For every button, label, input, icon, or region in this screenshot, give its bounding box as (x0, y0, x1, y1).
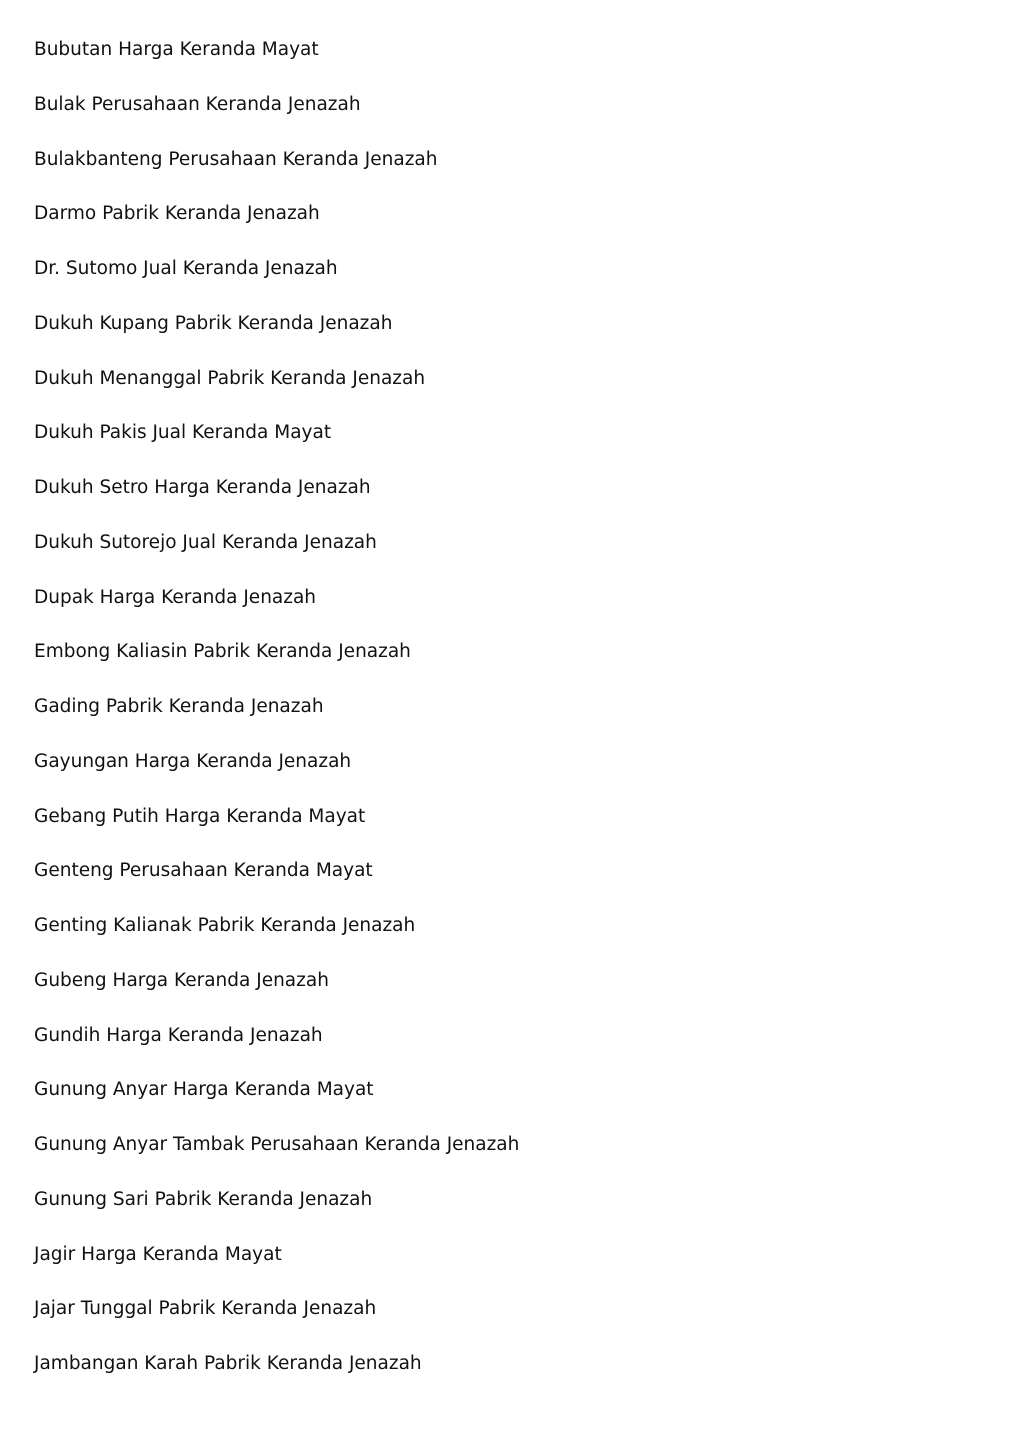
list-item: Gundih Harga Keranda Jenazah (34, 1024, 323, 1046)
list-item: Jagir Harga Keranda Mayat (34, 1243, 282, 1265)
list-item: Gunung Anyar Tambak Perusahaan Keranda Jenazah (34, 1134, 520, 1155)
list-item: Genting Kalianak Pabrik Keranda Jenazah (34, 915, 416, 936)
list-item: Dukuh Pakis Jual Keranda Mayat (34, 422, 332, 444)
list-item: Bulakbanteng Perusahaan Keranda Jenazah (34, 148, 438, 170)
list-item: Bulak Perusahaan Keranda Jenazah (34, 93, 361, 115)
list-item: Dukuh Sutorejo Jual Keranda Jenazah (34, 531, 377, 553)
list-item: Gading Pabrik Keranda Jenazah (34, 696, 324, 717)
list-item: Bubutan Harga Keranda Mayat (34, 39, 319, 60)
list-item: Gunung Sari Pabrik Keranda Jenazah (34, 1188, 373, 1210)
list-item: Gebang Putih Harga Keranda Mayat (34, 805, 366, 827)
list-item: Darmo Pabrik Keranda Jenazah (34, 203, 320, 225)
list-item: Dukuh Kupang Pabrik Keranda Jenazah (34, 312, 393, 334)
list-item: Gayungan Harga Keranda Jenazah (34, 750, 352, 772)
list-item: Embong Kaliasin Pabrik Keranda Jenazah (34, 641, 411, 663)
list-item: Dr. Sutomo Jual Keranda Jenazah (34, 258, 338, 279)
list-item: Gunung Anyar Harga Keranda Mayat (34, 1079, 374, 1101)
list-item: Dukuh Menanggal Pabrik Keranda Jenazah (34, 367, 426, 389)
list-item: Jajar Tunggal Pabrik Keranda Jenazah (34, 1298, 377, 1320)
list-item: Dupak Harga Keranda Jenazah (34, 586, 317, 608)
list-item: Genteng Perusahaan Keranda Mayat (34, 860, 373, 882)
list-item: Jambangan Karah Pabrik Keranda Jenazah (34, 1353, 422, 1374)
list-item: Dukuh Setro Harga Keranda Jenazah (34, 477, 371, 498)
location-list (34, 38, 519, 1407)
list-item: Gubeng Harga Keranda Jenazah (34, 969, 329, 991)
